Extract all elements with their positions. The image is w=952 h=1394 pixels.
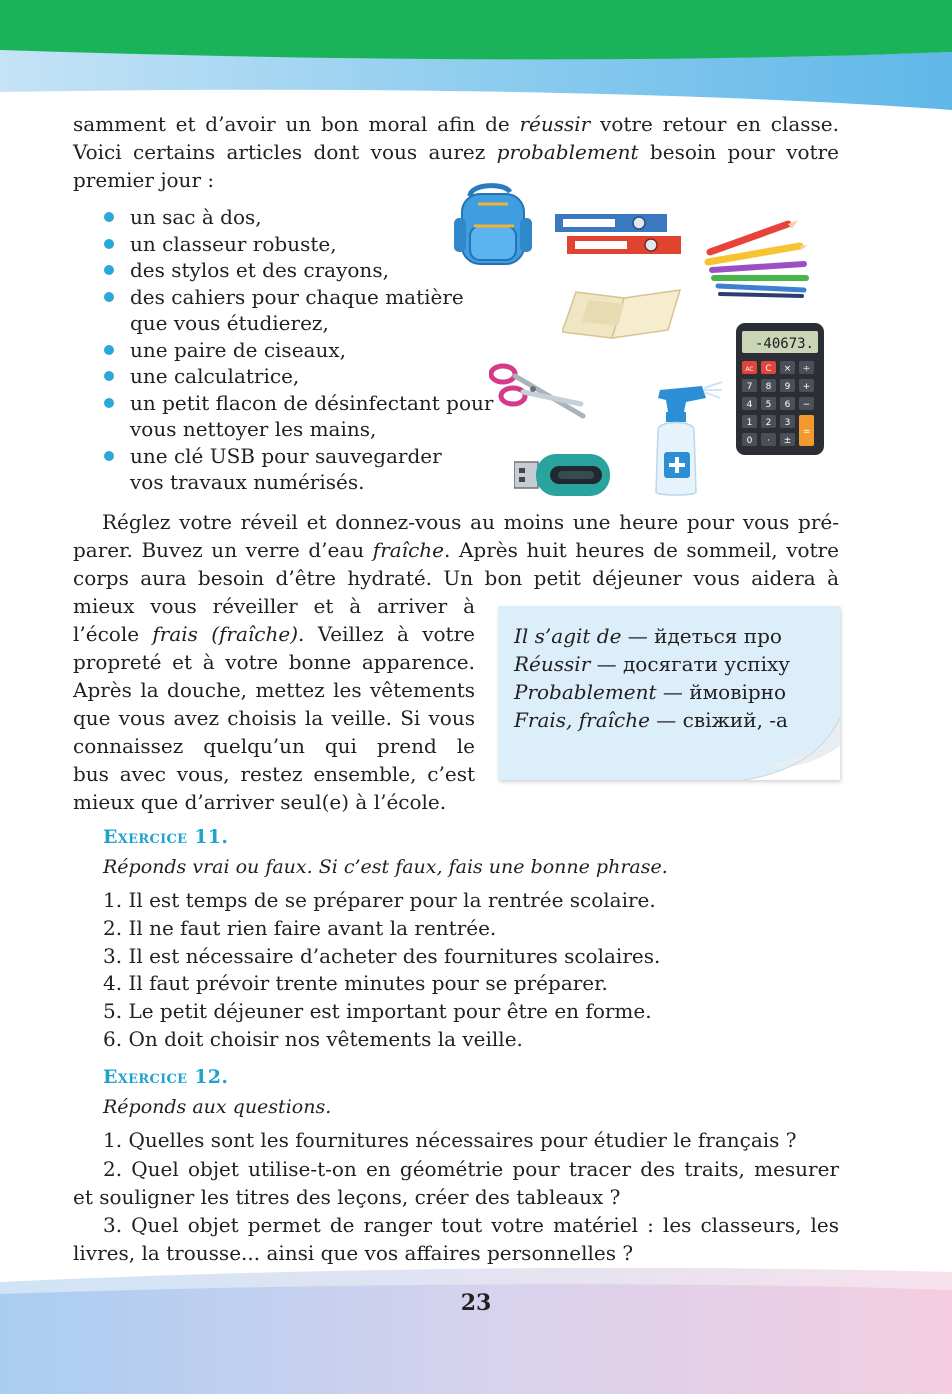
exercise-item: 2. Il ne faut rien faire avant la rentrée. [103,916,497,940]
intro-line-2: Voici certains articles dont vous aurez probablement besoin pour votre [73,140,839,164]
usb-key-illustration [514,452,612,498]
calculator-key-label: ± [783,436,792,446]
calculator-key-label: = [802,427,811,437]
bullet-icon [104,239,114,249]
vocab-entry: Probablement — ймовірно [514,680,787,704]
vocab-entry: Frais, fraîche — свіжий, -а [514,708,788,732]
bullet-icon [104,451,114,461]
calculator-key-label: 9 [784,382,791,392]
vocab-entry: Réussir — досягати успіху [514,652,791,676]
list-item-continuation: vos travaux numérisés. [130,470,365,494]
supplies-list [104,204,504,496]
calculator-key-label: + [802,382,811,392]
calculator-key-label: 1 [746,418,753,428]
exercise-item: 6. On doit choisir nos vêtements la veille. [103,1027,523,1051]
exercise-11-title: Exercice 11. [103,826,229,848]
list-item: un classeur robuste, [104,231,504,258]
backpack-illustration [452,182,534,268]
list-item-continuation: vous nettoyer les mains, [130,417,377,441]
binder-illustration [555,212,683,256]
calculator-key-label: 5 [765,400,772,410]
question-3-line-1: 3. Quel objet permet de ranger tout votre matériel : les classeurs, les [103,1213,839,1237]
list-item: des cahiers pour chaque matière [104,284,504,311]
page-number: 23 [460,1290,492,1316]
list-item: un sac à dos, [104,204,504,231]
list-item: un petit flacon de désinfectant pour [104,390,504,417]
calculator-key-label: 0 [746,436,753,446]
question-1: 1. Quelles sont les fournitures nécessaires pour étudier le français ? [103,1128,797,1152]
calculator-key-label: 7 [746,382,753,392]
exercise-12-title: Exercice 12. [103,1066,229,1088]
notebook-illustration [562,284,686,342]
bullet-icon [104,292,114,302]
page-curl-icon [744,718,840,780]
bullet-icon [104,265,114,275]
calculator-key-label: 4 [746,400,753,410]
intro-line-1: samment et d’avoir un bon moral afin de réussir votre retour en classe. [73,112,839,136]
exercise-item: 4. Il faut prévoir trente minutes pour se préparer. [103,971,608,995]
bullet-icon [104,371,114,381]
exercise-item: 1. Il est temps de se préparer pour la rentrée scolaire. [103,888,656,912]
header-band [0,0,952,110]
calculator-display: -40673. [754,336,814,352]
calculator-key-label: C [765,364,772,374]
para2-line-5: l’école frais (fraîche). Veillez à votre [73,622,475,646]
para2-line-8: que vous avez choisis la veille. Si vous [73,706,475,730]
para2-line-9: connaissez quelqu’un qui prend le [73,734,475,758]
calculator-key-label: · [767,436,770,446]
exercise-11-instruction: Réponds vrai ou faux. Si c’est faux, fais une bonne phrase. [103,856,668,878]
para2-line-7: Après la douche, mettez les vêtements [73,678,475,702]
footer-band [0,1254,952,1394]
bullet-icon [104,345,114,355]
list-item: des stylos et des crayons, [104,257,504,284]
scissors-illustration [489,356,587,422]
exercise-item: 3. Il est nécessaire d’acheter des fournitures scolaires. [103,944,661,968]
exercise-12-instruction: Réponds aux questions. [103,1096,332,1118]
para2-line-3: corps aura besoin d’être hydraté. Un bon petit déjeuner vous aidera à [73,566,839,590]
intro-line-3: premier jour : [73,168,215,192]
list-item: une calculatrice, [104,363,504,390]
calculator-illustration [736,323,824,455]
calculator-key-label: 6 [784,400,791,410]
para2-line-11: mieux que d’arriver seul(e) à l’école. [73,790,447,814]
sanitizer-spray-illustration [650,376,724,498]
exercise-item: 5. Le petit déjeuner est important pour être en forme. [103,999,652,1023]
vocab-entry: Il s’agit de — йдеться про [514,624,782,648]
para2-line-2: parer. Buvez un verre d’eau fraîche. Après huit heures de sommeil, votre [73,538,839,562]
para2-line-10: bus avec vous, restez ensemble, c’est [73,762,475,786]
calculator-key-label: − [802,400,811,410]
question-2-line-1: 2. Quel objet utilise-t-on en géométrie pour tracer des traits, mesurer [103,1157,839,1181]
bullet-icon [104,212,114,222]
list-item: une paire de ciseaux, [104,337,504,364]
bullet-icon [104,398,114,408]
calculator-key-label: 2 [765,418,772,428]
calculator-key-label: 3 [784,418,791,428]
question-2-line-2: et souligner les titres des leçons, créer des tableaux ? [73,1185,621,1209]
calculator-key-label: ÷ [802,364,811,374]
vocabulary-note [498,606,840,780]
question-3-line-2: livres, la trousse... ainsi que vos affaires personnelles ? [73,1241,634,1265]
list-item: une clé USB pour sauvegarder [104,443,504,470]
pens-pencils-illustration [704,216,810,300]
para2-line-6: propreté et à votre bonne apparence. [73,650,475,674]
calculator-key-label: AC [745,366,754,373]
para2-line-1: Réglez votre réveil et donnez-vous au moins une heure pour vous pré- [102,510,839,534]
calculator-key-label: × [783,364,792,374]
list-item-continuation: que vous étudierez, [130,311,329,335]
calculator-key-label: 8 [765,382,772,392]
para2-line-4: mieux vous réveiller et à arriver à [73,594,475,618]
